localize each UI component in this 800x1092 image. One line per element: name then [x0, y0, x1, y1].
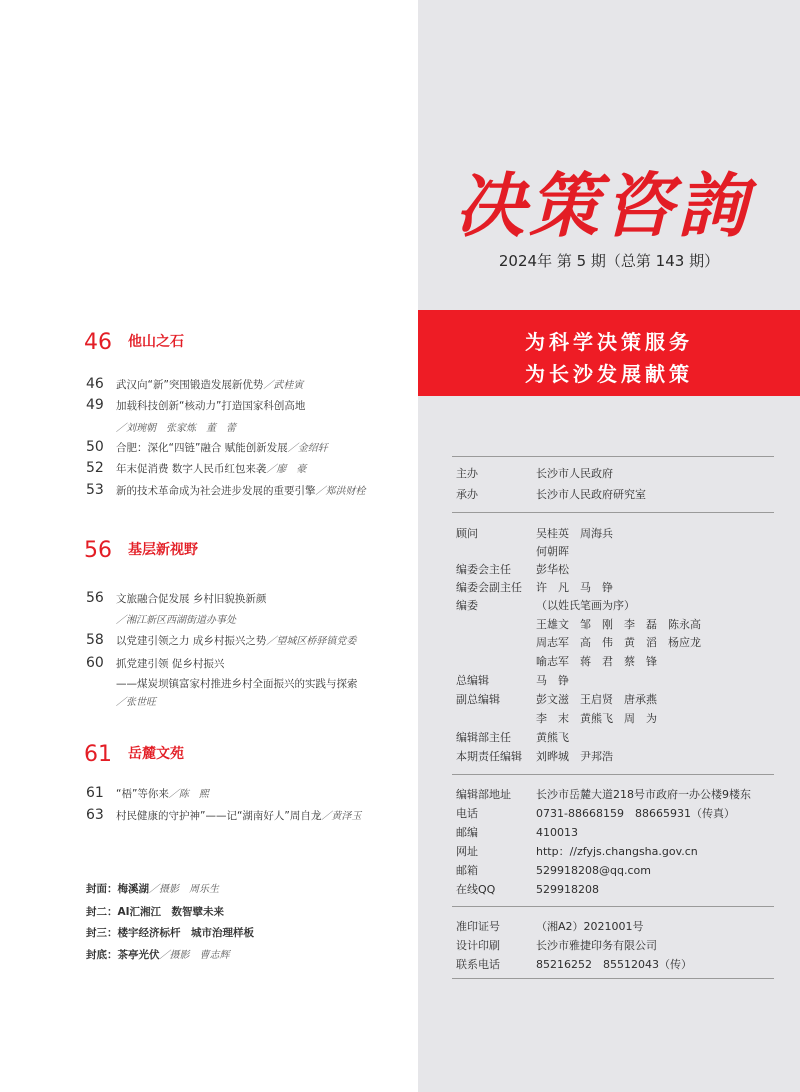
- cover-credit-title: 楼宇经济标杆 城市治理样板: [117, 927, 254, 939]
- toc-article-title: 合肥：深化“四链”融合 赋能创新发展: [116, 442, 288, 454]
- cover-credit-photographer: ／摄影 周乐生: [149, 884, 219, 895]
- cover-credit-title: 梅溪湖: [117, 883, 149, 895]
- toc-author: ／郑洪财栓: [315, 486, 366, 497]
- section-header: [84, 538, 198, 563]
- info-value: 何朝晖: [536, 545, 569, 558]
- info-row: [456, 616, 701, 632]
- toc-page-number: 56: [86, 590, 104, 606]
- info-value: 410013: [536, 826, 578, 839]
- info-label: 电话: [456, 807, 478, 820]
- info-label: 编委会主任: [456, 563, 511, 576]
- info-label: 网址: [456, 845, 478, 858]
- info-row: [456, 653, 657, 669]
- divider: [452, 978, 774, 979]
- info-label: 准印证号: [456, 920, 500, 933]
- info-label: 编辑部地址: [456, 788, 511, 801]
- toc-page-number: 53: [86, 482, 104, 498]
- section-page-number: 61: [84, 742, 112, 767]
- info-value: 许 凡 马 铮: [536, 581, 613, 594]
- toc-article-title: 以党建引领之力 成乡村振兴之势: [116, 635, 267, 647]
- magazine-title: 决策咨詢: [455, 164, 751, 247]
- info-row: [456, 691, 657, 707]
- toc-article-title: “梧”等你来: [116, 788, 169, 800]
- info-value: 周志军 高 伟 黄 滔 杨应龙: [536, 636, 701, 649]
- website-link[interactable]: http：//zfyjs.changsha.gov.cn: [536, 845, 698, 858]
- info-value: 马 铮: [536, 674, 569, 687]
- toc-entry[interactable]: [86, 782, 209, 801]
- info-value: 刘晔城 尹邦浩: [536, 750, 613, 763]
- cover-credit-row: [86, 925, 254, 940]
- info-row: [456, 843, 698, 859]
- info-value: 529918208: [536, 883, 599, 896]
- cover-credit-label: 封三：: [86, 927, 118, 939]
- cover-credit-label: 封二：: [86, 906, 118, 918]
- toc-author: ／张世旺: [116, 697, 156, 708]
- slogan-line-1: 为科学决策服务: [525, 330, 693, 354]
- toc-entry[interactable]: [86, 629, 356, 648]
- toc-subtitle-line: [116, 672, 358, 691]
- cover-credit-row: [86, 946, 230, 962]
- section-page-number: 46: [84, 330, 112, 355]
- section-title: 基层新视野: [128, 542, 198, 558]
- info-label: 顾问: [456, 527, 478, 540]
- info-row: [456, 672, 569, 688]
- toc-entry[interactable]: [86, 804, 361, 823]
- section-title: 岳麓文苑: [128, 746, 184, 762]
- info-row: [456, 729, 569, 745]
- info-value: 王雄文 邹 刚 李 磊 陈永高: [536, 618, 701, 631]
- info-value: 0731-88668159 88665931（传真）: [536, 807, 735, 820]
- divider: [452, 456, 774, 457]
- info-row: [456, 937, 657, 953]
- info-row: [456, 786, 751, 802]
- info-row: [456, 597, 635, 613]
- email-link[interactable]: 529918208@qq.com: [536, 864, 651, 877]
- info-label: 总编辑: [456, 674, 489, 687]
- toc-page-number: 61: [86, 785, 104, 801]
- toc-page-number: 60: [86, 655, 104, 671]
- divider: [452, 906, 774, 907]
- info-row: [456, 579, 613, 595]
- info-row: [456, 748, 613, 764]
- info-value: 85216252 85512043（传）: [536, 958, 692, 971]
- section-title: 他山之石: [128, 334, 184, 350]
- section-page-number: 56: [84, 538, 112, 563]
- info-label: 编委: [456, 599, 478, 612]
- info-label: 编辑部主任: [456, 731, 511, 744]
- toc-page-number: 58: [86, 632, 104, 648]
- cover-credit-title: AI汇湘江 数智擘未来: [117, 906, 225, 918]
- toc-page-number: 63: [86, 807, 104, 823]
- info-label: 编委会副主任: [456, 581, 522, 594]
- info-value: 长沙市人民政府: [536, 467, 613, 480]
- section-header: [84, 742, 184, 767]
- info-row: [456, 881, 599, 897]
- toc-page-number: 49: [86, 397, 104, 413]
- toc-article-title: 加载科技创新“核动力”打造国家科创高地: [116, 400, 306, 412]
- toc-entry[interactable]: [86, 457, 306, 476]
- info-row: [456, 634, 701, 650]
- toc-article-title: 村民健康的守护神”——记“湖南好人”周自龙: [116, 810, 322, 822]
- info-row: [456, 862, 651, 878]
- info-label: 在线QQ: [456, 883, 496, 896]
- toc-article-title: 抓党建引领 促乡村振兴: [116, 658, 225, 670]
- toc-author-line: [116, 690, 156, 709]
- toc-entry[interactable]: [86, 436, 328, 455]
- info-value: 彭文滋 王启贤 唐承燕: [536, 693, 657, 706]
- info-label: 本期责任编辑: [456, 750, 522, 763]
- toc-entry[interactable]: [86, 373, 303, 392]
- cover-credit-row: [86, 904, 224, 919]
- info-label: 联系电话: [456, 958, 500, 971]
- toc-author: ／湘江新区西湖街道办事处: [116, 615, 236, 626]
- toc-article-title: 武汉向“新”突围锻造发展新优势: [116, 379, 264, 391]
- info-row: [456, 561, 569, 577]
- info-row: [456, 465, 613, 481]
- info-row: [456, 824, 578, 840]
- info-label: 承办: [456, 488, 478, 501]
- info-value: （以姓氏笔画为序）: [536, 599, 635, 612]
- info-row: [456, 525, 613, 541]
- toc-page-number: 46: [86, 376, 104, 392]
- info-value: 长沙市岳麓大道218号市政府一办公楼9楼东: [536, 788, 751, 801]
- toc-author: ／黄泽玉: [321, 811, 362, 822]
- toc-page-number: 52: [86, 460, 104, 476]
- info-row: [456, 805, 735, 821]
- cover-credit-photographer: ／摄影 曹志辉: [159, 950, 230, 961]
- toc-article-title: 新的技术革命成为社会进步发展的重要引擎: [116, 485, 316, 497]
- divider: [452, 774, 774, 775]
- toc-author: ／望城区桥驿镇党委: [266, 636, 357, 647]
- slogan-line-2: 为长沙发展献策: [525, 362, 693, 386]
- info-row: [456, 543, 569, 559]
- info-value: 彭华松: [536, 563, 569, 576]
- info-value: （湘A2）2021001号: [536, 920, 644, 933]
- toc-page-number: 50: [86, 439, 104, 455]
- cover-credit-label: 封底：: [86, 949, 118, 961]
- info-value: 喻志军 蒋 君 蔡 锋: [536, 655, 657, 668]
- toc-author: ／武桂寅: [263, 380, 304, 391]
- toc-author: ／金绍轩: [287, 443, 328, 454]
- info-label: 邮编: [456, 826, 478, 839]
- toc-author: ／陈 熙: [168, 789, 209, 800]
- toc-article-title: 文旅融合促发展 乡村旧貌换新颜: [116, 593, 267, 605]
- cover-credit-label: 封面：: [86, 883, 118, 895]
- toc-author: ／廖 豪: [266, 464, 307, 475]
- issue-number: 2024年 第 5 期（总第 143 期）: [498, 252, 720, 270]
- info-row: [456, 486, 646, 502]
- info-row: [456, 710, 657, 726]
- info-value: 长沙市人民政府研究室: [536, 488, 646, 501]
- info-label: 设计印刷: [456, 939, 500, 952]
- info-label: 主办: [456, 467, 478, 480]
- toc-author-line: [116, 608, 236, 627]
- info-label: 邮箱: [456, 864, 478, 877]
- info-label: 副总编辑: [456, 693, 500, 706]
- slogan-banner: [418, 310, 800, 396]
- cover-credit-row: [86, 880, 219, 896]
- info-row: [456, 918, 644, 934]
- toc-entry[interactable]: [86, 652, 224, 671]
- toc-entry[interactable]: [86, 479, 366, 498]
- cover-credit-title: 茶亭光伏: [117, 949, 160, 961]
- toc-article-title: 年末促消费 数字人民币红包来袭: [116, 463, 267, 475]
- info-value: 长沙市雅捷印务有限公司: [536, 939, 657, 952]
- info-value: 吴桂英 周海兵: [536, 527, 613, 540]
- toc-entry[interactable]: [86, 394, 305, 413]
- divider: [452, 512, 774, 513]
- toc-author-line: [116, 416, 236, 435]
- toc-subtitle: ——煤炭坝镇富家村推进乡村全面振兴的实践与探索: [116, 678, 358, 690]
- toc-entry[interactable]: [86, 587, 266, 606]
- info-value: 李 末 黄熊飞 周 为: [536, 712, 657, 725]
- info-row: [456, 956, 692, 972]
- section-header: [84, 330, 184, 355]
- toc-author: ／刘琬朝 张家炼 董 蕾: [116, 423, 236, 434]
- info-value: 黄熊飞: [536, 731, 569, 744]
